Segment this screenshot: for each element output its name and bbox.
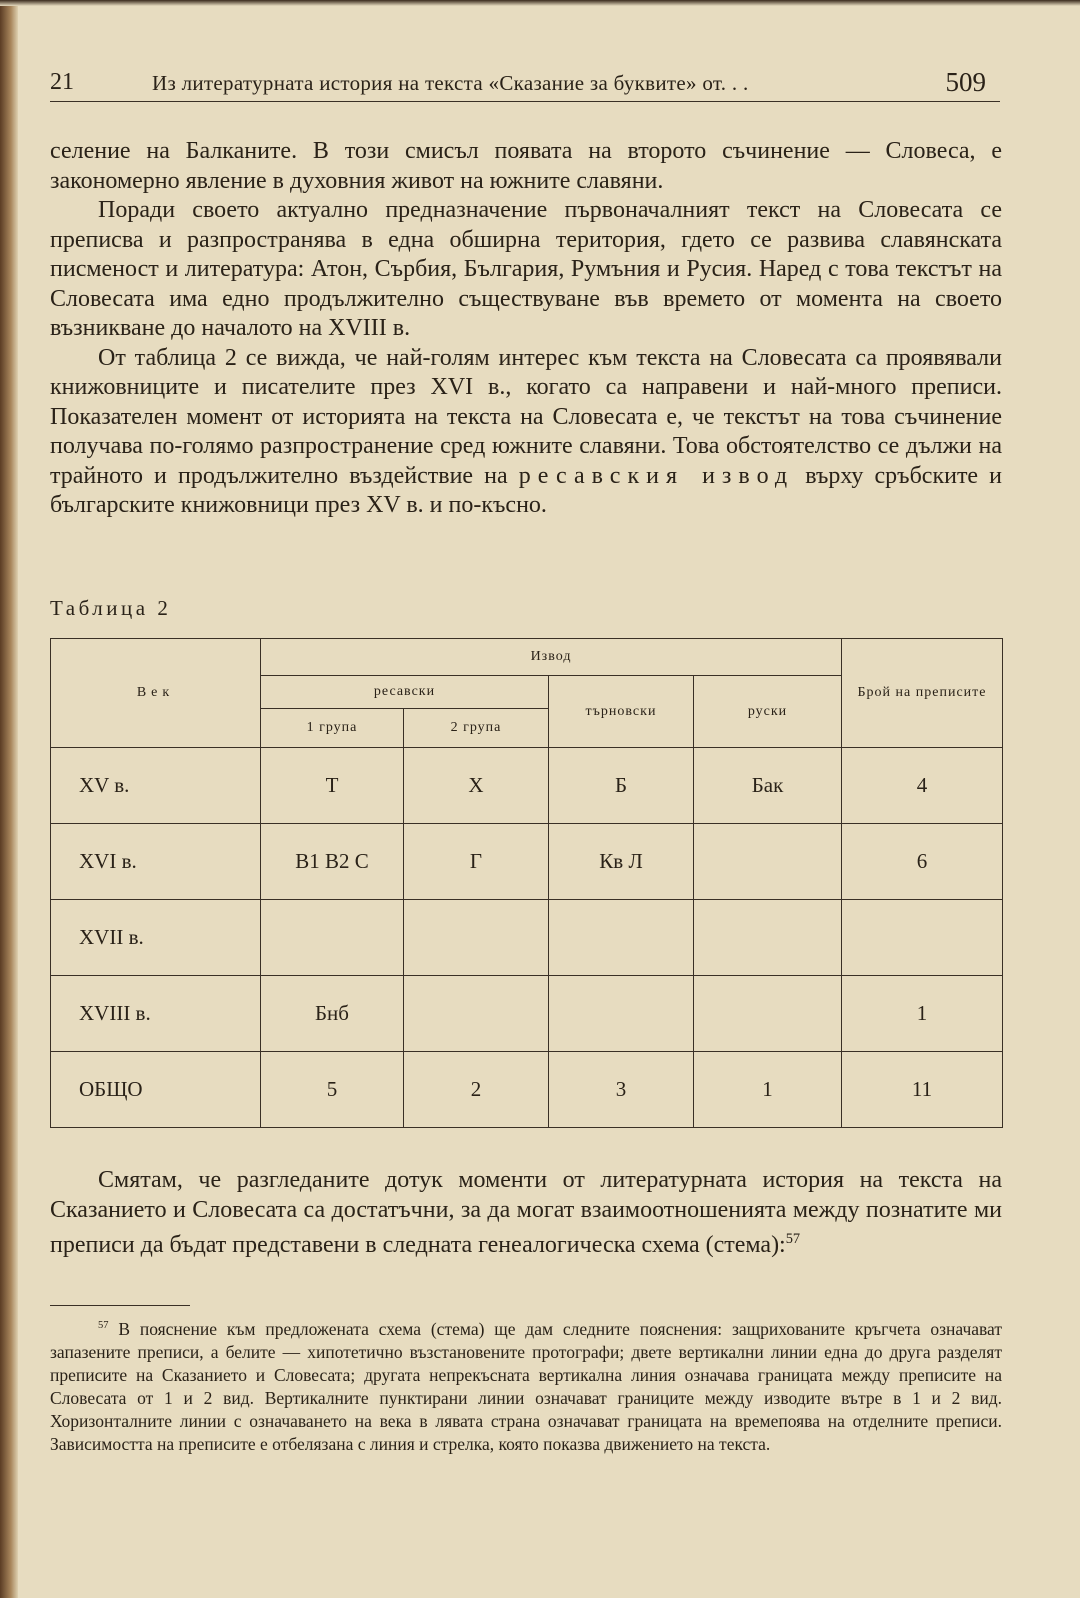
cell-count: 6 xyxy=(842,824,1003,900)
paragraph-3-end: върху сръбските и българските книжовници през XV в. и по-късно. xyxy=(50,462,1003,518)
footnote-text: В пояснение към предложената схема (стема) ще дам следните пояснения: защрихованите кръгчета означават запазените преписи, а белите — хипотетично възстановените протографи; двете вертикални линии една до друга разделят преписите на Сказанието и Словесата; другата непрекъсната вертикална линия означава границата между преписите на Словесата от 1 и 2 вид. Вертикалните пунктирани линии означават границите между изводите вътре в 1 и 2 вид. Хоризонталните линии с означаването на века в лявата страна означават границата на времепоява на отделните преписи. Зависимостта на преписите е отбелязана с линия и стрелка, която показва движението на текста. xyxy=(50,1318,1003,1454)
data-table xyxy=(50,638,1003,1128)
footnote-number: 57 xyxy=(98,1320,109,1331)
book-spine-shadow xyxy=(0,0,18,1598)
header-count: Брой на преписите xyxy=(842,639,1003,748)
cell-century: XVIII в. xyxy=(51,976,261,1052)
cell-ruski xyxy=(694,976,842,1052)
header-group-1: 1 група xyxy=(261,709,404,748)
cell-tarnovski xyxy=(549,900,694,976)
cell-group-2: Х xyxy=(404,748,549,824)
cell-group-1: Т xyxy=(261,748,404,824)
closing-text: Смятам, че разгледаните дотук моменти от литературната история на текста на Сказанието и Словесата са достатъчни, за да могат взаимоотношенията между познатите ми преписи да бъдат представени в следната генеалогическа схема (стема): xyxy=(50,1167,1002,1258)
cell-century: XVII в. xyxy=(51,900,261,976)
paragraph-1: селение на Балканите. В този смисъл появата на второто съчинение — Словеса, е закономерно явление в духовния живот на южните славяни. xyxy=(50,138,1002,194)
cell-group-2 xyxy=(404,976,549,1052)
running-header xyxy=(50,65,1000,102)
cell-count xyxy=(842,900,1003,976)
page-top-edge xyxy=(0,0,1080,6)
cell-century: ОБЩО xyxy=(51,1052,261,1128)
table-row xyxy=(51,976,1003,1052)
table-caption: Таблица 2 xyxy=(50,596,172,620)
header-resavski: ресавски xyxy=(261,676,549,709)
cell-ruski: 1 xyxy=(694,1052,842,1128)
table-row xyxy=(51,748,1003,824)
cell-tarnovski: Кв Л xyxy=(549,824,694,900)
cell-century: XVI в. xyxy=(51,824,261,900)
cell-group-1: 5 xyxy=(261,1052,404,1128)
closing-paragraph xyxy=(50,1166,1002,1261)
table-2 xyxy=(50,638,1002,1128)
cell-ruski: Бак xyxy=(694,748,842,824)
paragraph-2: Поради своето актуално предназначение първоначалният текст на Словесата се преписва и разпространява в една обширна територия, гдето се развива славянската писменост и литература: Атон, Сърбия, България, Румъния и Русия. Наред с това текстът на Словесата има едно продължително съществуване във времето от момента на своето възникване до началото на XVIII в. xyxy=(50,197,1002,341)
cell-count: 11 xyxy=(842,1052,1003,1128)
paragraph-3-start: От таблица 2 се вижда, че най-голям интерес към текста на Словесата са проявявали книжовниците и писателите през XVI в., когато са направени и най-много преписи. Показателен момент от историята на текста на Словесата е, че текстът на това съчинение получава по-голямо разпространение сред южните славяни. Това обстоятелство се дължи на трайното и продължително въздействие на xyxy=(50,344,1002,489)
header-century: Век xyxy=(51,639,261,748)
cell-group-2: 2 xyxy=(404,1052,549,1128)
header-tarnovski: търновски xyxy=(549,676,694,748)
cell-group-1: Бнб xyxy=(261,976,404,1052)
table-row-total xyxy=(51,1052,1003,1128)
header-title: Из литературната история на текста «Сказание за буквите» от. . . xyxy=(152,71,749,95)
cell-tarnovski xyxy=(549,976,694,1052)
footnote-ref: 57 xyxy=(785,1231,801,1247)
cell-count: 4 xyxy=(842,748,1003,824)
header-group-2: 2 група xyxy=(404,709,549,748)
cell-group-2: Г xyxy=(404,824,549,900)
cell-tarnovski: Б xyxy=(549,748,694,824)
paragraph-3 xyxy=(50,344,1002,521)
cell-group-2 xyxy=(404,900,549,976)
table-row xyxy=(51,824,1003,900)
table-row xyxy=(51,900,1003,976)
cell-group-1: В1 В2 С xyxy=(261,824,404,900)
footnote-rule xyxy=(50,1305,190,1306)
cell-tarnovski: 3 xyxy=(549,1052,694,1128)
header-ruski: руски xyxy=(694,676,842,748)
cell-ruski xyxy=(694,900,842,976)
page-number: 509 xyxy=(945,67,986,97)
spaced-emphasis: ресавския извод xyxy=(518,462,795,489)
cell-count: 1 xyxy=(842,976,1003,1052)
cell-ruski xyxy=(694,824,842,900)
cell-group-1 xyxy=(261,900,404,976)
body-text xyxy=(50,137,1002,521)
footnote xyxy=(50,1314,1002,1456)
header-izvod: Извод xyxy=(261,639,842,676)
cell-century: XV в. xyxy=(51,748,261,824)
header-left-number: 21 xyxy=(50,69,74,95)
